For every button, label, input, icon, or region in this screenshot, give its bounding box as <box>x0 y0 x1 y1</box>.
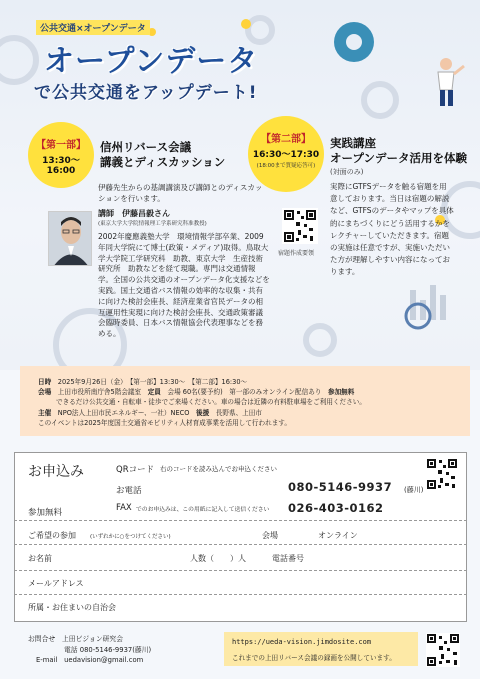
form-qr-label: QRコード <box>116 465 155 475</box>
date-value: 2025年9月26日（金） 【第一部】13:30～ 【第二部】16:30～ <box>57 378 248 386</box>
fee-label: 参加無料 <box>327 388 355 397</box>
homework-qr-caption: 宿題作成要領 <box>278 250 315 257</box>
session1-label: 【第一部】 <box>36 140 86 151</box>
name-field[interactable] <box>66 548 184 566</box>
lecturer-affiliation: (東京大学大学院情報理工学系研究科准教授) <box>98 221 207 227</box>
lecturer-bio: 2002年慶應義塾大学 環境情報学部卒業、2009年同大学院にて博士(政策・メディア)取得。鳥取大学大学院工学研究科 助教、東京大学 生産技術研究所 助教などを経て現職。専門は交通情報学。全国の公共交通のオープンデータ化支援などを実践。国土交通省バス情報の効率的な収集・共有に向けた検討会座長、経済産業省官民データの相互運用性実現に向けた検討会座長、交通政策審議会臨時委員、日本バス情報協会代表理事などを務める。 <box>98 232 270 339</box>
page-title: オープンデータ <box>44 44 259 79</box>
session2-title-line1: 実践講座 <box>330 136 376 150</box>
address-label: 所属・お住まいの自治会 <box>28 603 116 612</box>
capacity-label: 定員 <box>147 388 161 397</box>
session2-label: 【第二部】 <box>261 134 311 145</box>
session2-time: 16:30～17:30 <box>252 150 320 160</box>
form-phone-number[interactable]: 080-5146-9937 <box>288 480 393 494</box>
application-qr-code-icon[interactable] <box>426 458 458 490</box>
preference-label: ご希望の参加 <box>28 531 76 540</box>
session2-title <box>330 136 467 166</box>
contact-phone: 電話 080-5146-9937(藤川) <box>64 645 152 654</box>
form-fax-text: でのお申込みは、この用紙に記入して送信ください <box>136 507 270 513</box>
info-date-row <box>38 377 458 387</box>
host-label: 主催 <box>38 408 52 417</box>
preference-option-online[interactable]: オンライン <box>318 531 358 540</box>
email-label: メールアドレス <box>28 579 84 588</box>
preference-option-venue[interactable]: 会場 <box>262 531 278 540</box>
session2-note: (18:00まで質疑応答可) <box>256 163 316 169</box>
form-title: お申込み <box>28 464 84 480</box>
contact-line1 <box>28 634 151 645</box>
website-link[interactable]: https://ueda-vision.jimdosite.com <box>232 638 372 646</box>
address-field[interactable] <box>140 598 458 616</box>
capacity-value: 会場 60名(要予約) 第一部のみオンライン配信あり <box>167 388 322 397</box>
host-value: NPO法人上田市民エネルギー、一社）NECO <box>57 408 190 417</box>
form-fax-number[interactable]: 026-403-0162 <box>288 501 384 515</box>
support-value: 長野県、上田市 <box>215 408 262 417</box>
tel-field[interactable] <box>318 548 458 566</box>
page-subtitle: で公共交通をアップデート! <box>34 83 258 103</box>
people-label: 人数（ ）人 <box>190 554 246 563</box>
tel-label: 電話番号 <box>272 554 304 563</box>
session1-time: 13:30～16:00 <box>42 156 80 176</box>
event-info <box>38 377 458 428</box>
session1-badge <box>28 122 94 188</box>
session1-intro: 伊藤先生からの基調講演及び講師とのディスカッションを行います。 <box>98 183 263 203</box>
lecturer-photo <box>48 211 92 266</box>
date-label: 日時 <box>38 378 52 386</box>
website-note: これまでの上田リバース会議の録画を公開しています。 <box>232 654 396 662</box>
session2-title-line2: オープンデータ活用を体験 <box>330 151 467 165</box>
form-phone-contact: (藤川) <box>404 486 424 494</box>
session1-title-line2: 講義とディスカッション <box>100 155 226 169</box>
form-free-label: 参加無料 <box>28 508 63 518</box>
form-phone-label: お電話 <box>116 486 142 496</box>
form-row-line <box>14 520 467 521</box>
contact-email[interactable]: E-mail uedavision@gmail.com <box>36 656 144 664</box>
form-row-line <box>14 594 467 595</box>
support-label: 後援 <box>196 408 210 417</box>
session2-badge <box>248 116 324 192</box>
session1-title-line1: 信州リバース会議 <box>100 140 192 154</box>
homework-qr-code-icon[interactable] <box>282 208 318 244</box>
contact-info <box>28 634 151 666</box>
session2-subtitle: (対面のみ) <box>330 168 364 176</box>
info-host-row <box>38 408 458 418</box>
info-venue-row <box>38 387 458 397</box>
lecturer-name: 講師 伊藤昌毅さん <box>98 209 170 218</box>
contact-org: 上田ビジョン研究会 <box>61 635 124 643</box>
info-venue-note: できるだけ公共交通・自転車・徒歩でご来場ください。車の場合は近隣の有料駐車場をご利用ください。 <box>56 398 366 407</box>
person-illustration-icon <box>422 56 468 108</box>
session2-body: 実際にGTFSデータを触る宿題を用意しております。当日は宿題の解説など、GTFSのデータやマップを具体的にまちづくりにどう活用するかをレクチャーしていただきます。宿題の実施は任意ですが、実施いただいた方が理解しやすい内容になっております。 <box>330 182 454 277</box>
venue-label: 会場 <box>38 388 52 397</box>
venue-value: 上田市役所南庁舎5階会議室 <box>57 388 142 397</box>
form-row-line <box>14 544 467 545</box>
info-funding: このイベントは2025年度国土交通省モビリティ人材育成事業を活用して行われます。 <box>38 418 291 427</box>
session1-title <box>100 140 225 170</box>
lecturer-block <box>98 208 268 230</box>
form-row-line <box>14 570 467 571</box>
header-tag: 公共交通×オープンデータ <box>36 20 150 35</box>
contact-label: お問合せ <box>28 635 56 643</box>
email-field[interactable] <box>100 574 458 592</box>
preference-hint: (いずれかに○をつけてください) <box>90 534 171 540</box>
website-qr-code-icon[interactable] <box>426 633 460 667</box>
form-fax-label: FAX <box>116 503 132 513</box>
name-label: お名前 <box>28 554 52 563</box>
form-qr-text: 右のコードを読み込んでお申込ください <box>160 465 277 473</box>
